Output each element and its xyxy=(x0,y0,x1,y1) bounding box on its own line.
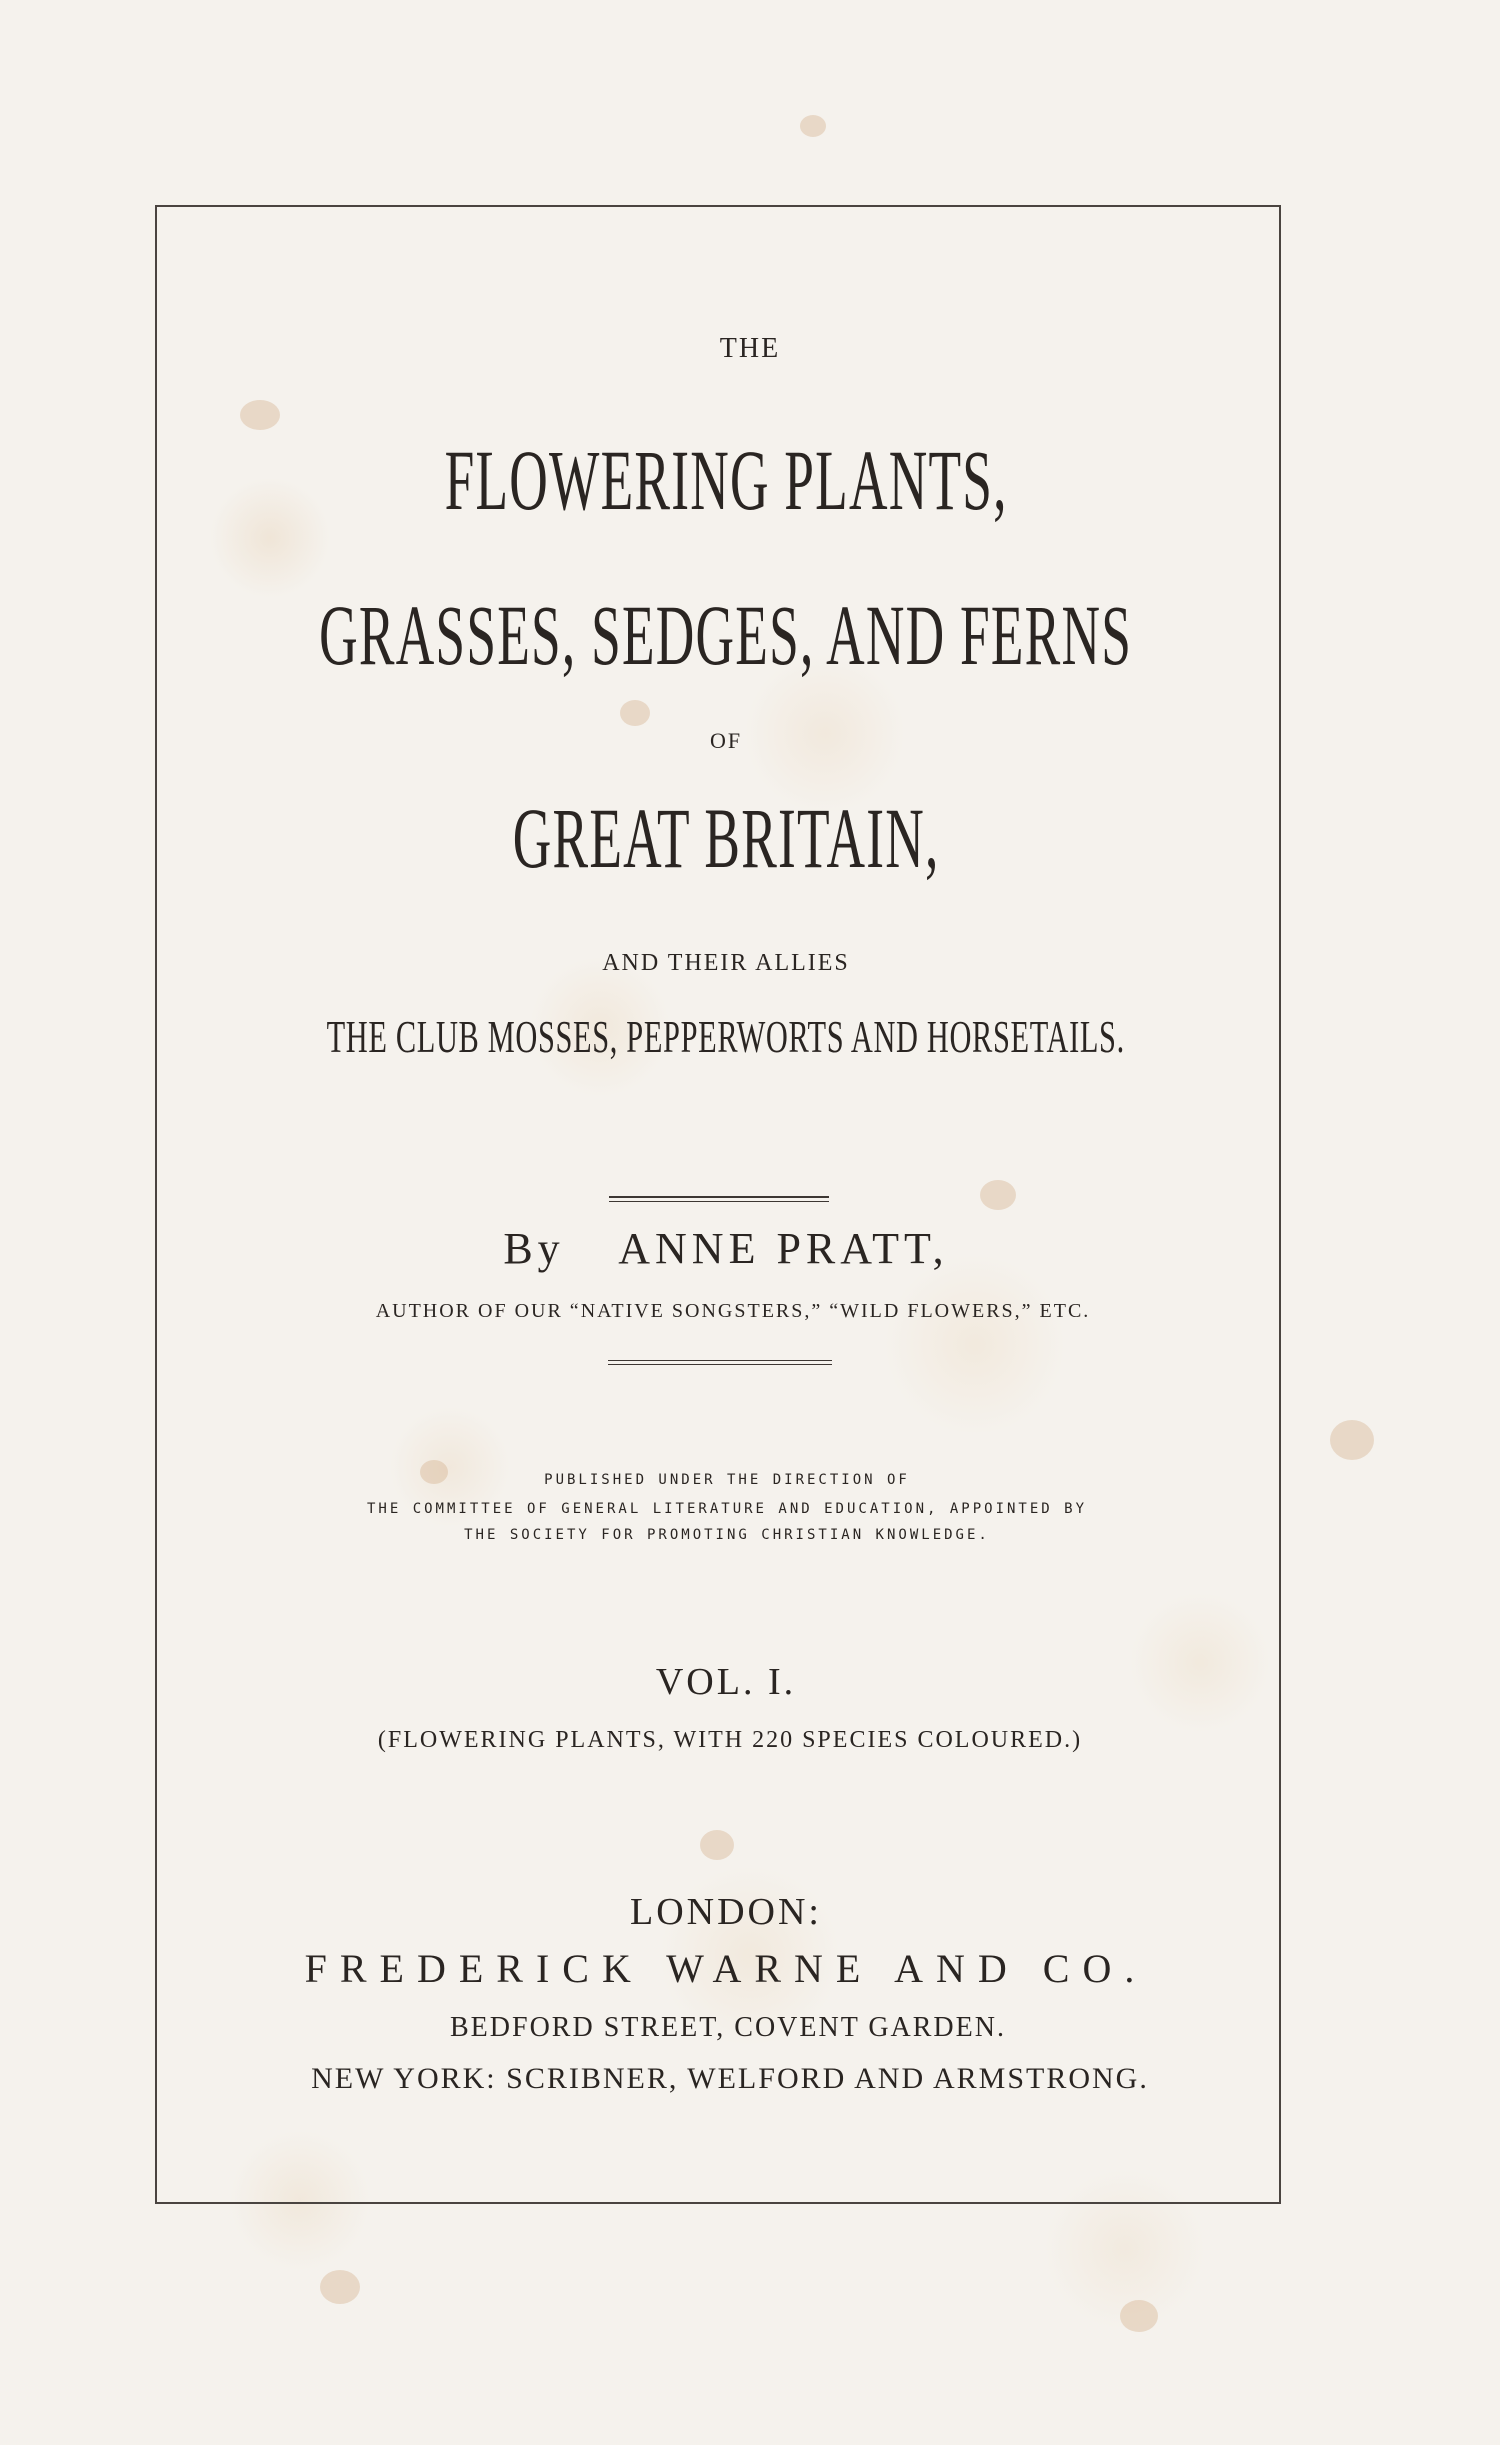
volume-label xyxy=(0,1660,1476,1704)
published-line-2-text: THE COMMITTEE OF GENERAL LITERATURE AND EDUCATION, APPOINTED BY xyxy=(366,1501,1087,1517)
foxing-spot xyxy=(1120,2300,1158,2332)
title-of xyxy=(0,728,1476,754)
title-line-3 xyxy=(0,788,1476,888)
title-line-3-text: GREAT BRITAIN, xyxy=(512,790,940,886)
byline xyxy=(0,1223,1476,1274)
imprint-newyork-text: NEW YORK: SCRIBNER, WELFORD AND ARMSTRONG. xyxy=(311,2062,1149,2095)
title-line-2 xyxy=(0,585,1476,685)
divider-rule-top-thin xyxy=(609,1201,829,1202)
allies-line-1 xyxy=(0,950,1476,977)
imprint-street-text: BEDFORD STREET, COVENT GARDEN. xyxy=(450,2012,1006,2043)
allies-line-1-text: AND THEIR ALLIES xyxy=(602,950,850,976)
title-of-text: OF xyxy=(709,728,743,753)
byline-by: By xyxy=(503,1224,565,1273)
divider-rule-top xyxy=(609,1196,829,1198)
header-the-text: THE xyxy=(719,333,781,364)
published-line-3 xyxy=(0,1527,1477,1543)
foxing-spot xyxy=(800,115,826,137)
volume-note-text: (FLOWERING PLANTS, WITH 220 SPECIES COLOURED.) xyxy=(377,1727,1083,1753)
imprint-street xyxy=(0,2012,1478,2044)
title-line-1-text: FLOWERING PLANTS, xyxy=(444,432,1008,528)
imprint-publisher-text: FREDERICK WARNE AND CO. xyxy=(304,1946,1148,1991)
foxing-spot xyxy=(320,2270,360,2304)
imprint-city-text: LONDON: xyxy=(630,1891,822,1933)
imprint-newyork xyxy=(0,2062,1480,2096)
author-note-text: AUTHOR OF OUR “NATIVE SONGSTERS,” “WILD FLOWERS,” ETC. xyxy=(375,1300,1091,1322)
published-line-1 xyxy=(0,1472,1477,1488)
published-line-2 xyxy=(0,1501,1477,1517)
byline-author-name: ANNE PRATT, xyxy=(618,1224,949,1273)
allies-line-2 xyxy=(0,1010,1476,1063)
imprint-city xyxy=(0,1890,1476,1934)
title-line-2-text: GRASSES, SEDGES, AND FERNS xyxy=(319,587,1133,683)
allies-line-2-text: THE CLUB MOSSES, PEPPERWORTS AND HORSETAILS. xyxy=(326,1011,1126,1062)
title-line-1 xyxy=(0,430,1476,530)
volume-note xyxy=(0,1727,1480,1754)
published-line-3-text: THE SOCIETY FOR PROMOTING CHRISTIAN KNOWLEDGE. xyxy=(464,1527,990,1543)
volume-text: VOL. I. xyxy=(655,1661,797,1703)
divider-rule-bottom-thin xyxy=(608,1364,832,1365)
published-line-1-text: PUBLISHED UNDER THE DIRECTION OF xyxy=(544,1472,910,1488)
header-the xyxy=(0,333,1500,365)
divider-rule-bottom xyxy=(608,1360,832,1361)
foxing-spot xyxy=(1330,1420,1374,1460)
imprint-publisher xyxy=(0,1945,1476,1992)
author-note xyxy=(0,1300,1483,1323)
